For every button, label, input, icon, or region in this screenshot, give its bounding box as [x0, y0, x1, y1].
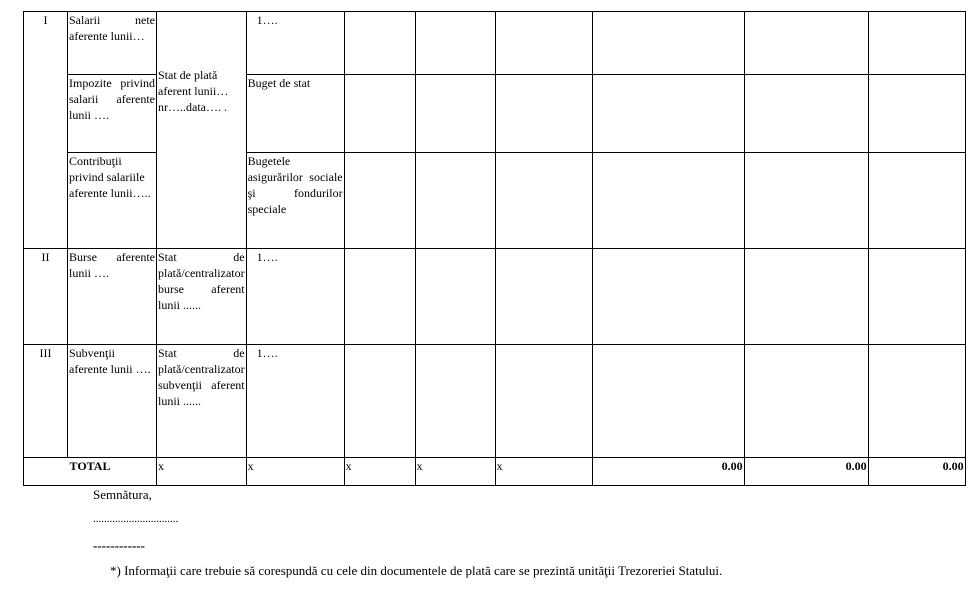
table-cell: [744, 75, 868, 153]
total-x-mark: x: [344, 458, 415, 486]
row-number: I: [24, 12, 68, 249]
table-cell: [744, 345, 868, 458]
total-value: 0.00: [868, 458, 965, 486]
row-destination: 1….: [246, 345, 344, 458]
table-cell: [592, 249, 744, 345]
row-description: Burse aferente lunii ….: [68, 249, 157, 345]
table-cell: [592, 153, 744, 249]
table-cell: [868, 249, 965, 345]
total-value: 0.00: [744, 458, 868, 486]
table-cell: [415, 75, 495, 153]
table-cell: [868, 12, 965, 75]
table-cell: [415, 249, 495, 345]
row-document: Stat de plată/centralizator subvenţii aferent lunii ......: [157, 345, 247, 458]
total-value: 0.00: [592, 458, 744, 486]
table-cell: [344, 249, 415, 345]
total-x-mark: x: [246, 458, 344, 486]
row-destination: Buget de stat: [246, 75, 344, 153]
table-cell: [344, 345, 415, 458]
table-cell: [592, 12, 744, 75]
row-document: Stat de plată aferent lunii… nr…..data…. .: [157, 12, 247, 249]
row-description: Subvenţii aferente lunii ….: [68, 345, 157, 458]
table-row: [24, 12, 966, 75]
table-row: [24, 249, 966, 345]
table-cell: [495, 249, 592, 345]
signature-label: Semnătura,: [93, 487, 152, 502]
table-cell: [415, 345, 495, 458]
total-x-mark: x: [495, 458, 592, 486]
table-cell: [868, 75, 965, 153]
table-cell: [744, 153, 868, 249]
row-destination: Bugetele asigurărilor sociale şi fondurilor speciale: [246, 153, 344, 249]
table-cell: [495, 75, 592, 153]
footnote: *) Informaţii care trebuie să corespundă cu cele din documentele de plată care se prezintă unităţii Trezoreriei Statului.: [110, 563, 723, 578]
table-cell: [868, 345, 965, 458]
table-cell: [592, 345, 744, 458]
row-number: II: [24, 249, 68, 345]
total-label: TOTAL: [24, 458, 157, 486]
table-cell: [495, 12, 592, 75]
row-destination: 1….: [246, 249, 344, 345]
table-cell: [415, 12, 495, 75]
table-cell: [344, 153, 415, 249]
row-description: Salarii nete aferente lunii…: [68, 12, 157, 75]
table-row: [24, 345, 966, 458]
table-cell: [744, 12, 868, 75]
table-cell: [868, 153, 965, 249]
row-number: III: [24, 345, 68, 458]
table-cell: [344, 12, 415, 75]
row-document: Stat de plată/centralizator burse aferent lunii ......: [157, 249, 247, 345]
table-cell: [744, 249, 868, 345]
payment-table: [23, 11, 966, 486]
row-description: Impozite privind salarii aferente lunii ….: [68, 75, 157, 153]
row-description: Contribuţii privind salariile aferente lunii…..: [68, 153, 157, 249]
signature-line: ...............................: [93, 513, 179, 525]
table-cell: [415, 153, 495, 249]
total-row: [24, 458, 966, 486]
table-cell: [592, 75, 744, 153]
total-x-mark: x: [157, 458, 247, 486]
table-cell: [495, 345, 592, 458]
table-cell: [344, 75, 415, 153]
separator: ------------: [93, 538, 145, 553]
table-cell: [495, 153, 592, 249]
total-x-mark: x: [415, 458, 495, 486]
row-destination: 1….: [246, 12, 344, 75]
